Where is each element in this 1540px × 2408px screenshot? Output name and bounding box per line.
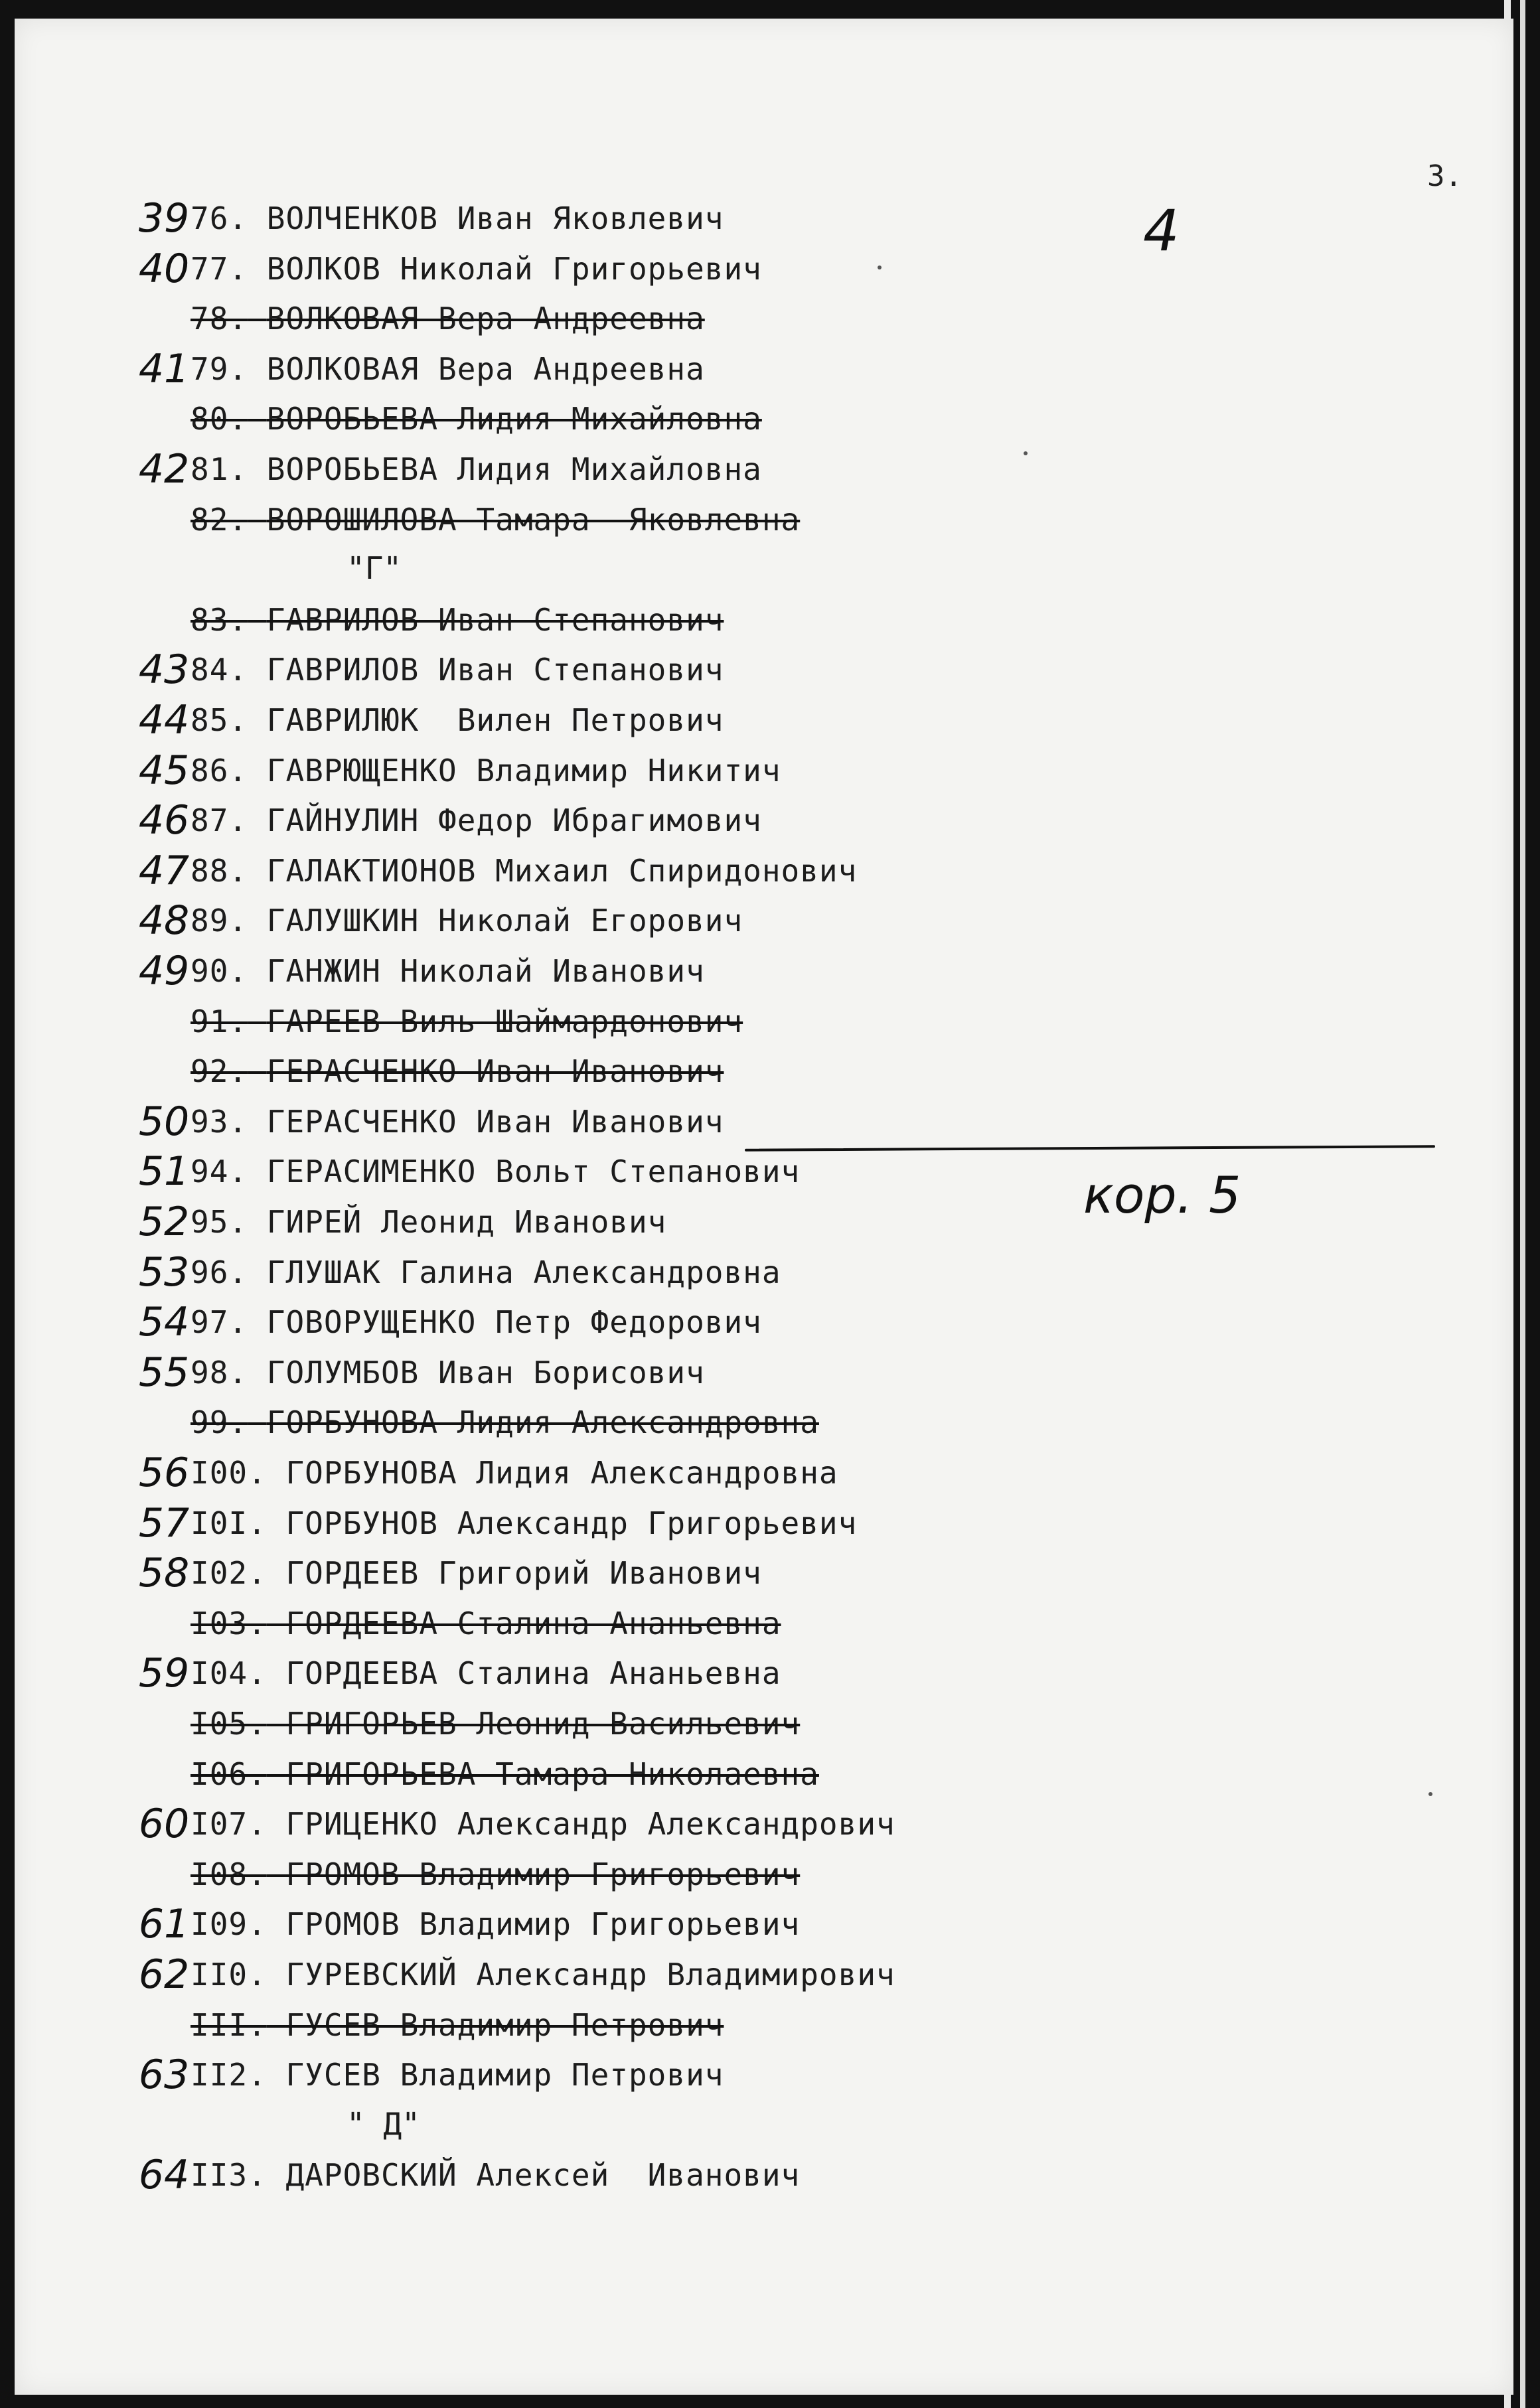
list-entry-row (15, 1651, 1513, 1695)
entry-number: 99. (191, 1404, 248, 1441)
entry-number: 76. (191, 200, 248, 236)
entry-text (191, 297, 705, 340)
entry-name: ВОРОБЬЕВА Лидия Михайловна (266, 451, 762, 487)
list-entry-row (15, 1150, 1513, 1193)
list-entry-row (15, 1351, 1513, 1394)
entry-number: 89. (191, 903, 248, 939)
list-entry-row (15, 196, 1513, 240)
list-entry-row (15, 1300, 1513, 1344)
entry-name: ВОЛКОВАЯ Вера Андреевна (266, 301, 705, 337)
entry-number: II2. (191, 2057, 267, 2093)
handwritten-sequence-number: 39 (138, 195, 190, 242)
handwritten-sequence-number: 62 (138, 1951, 190, 1998)
entry-name: ГАЛУШКИН Николай Егорович (266, 903, 743, 939)
entry-number: 95. (191, 1204, 248, 1240)
entry-text (191, 698, 724, 742)
list-entry-row (15, 2153, 1513, 2197)
entry-text (191, 749, 781, 792)
entry-name: ГОРБУНОВА Лидия Александровна (266, 1404, 819, 1441)
entry-name: ГЕРАСЧЕНКО Иван Иванович (266, 1053, 724, 1090)
handwritten-sequence-number: 45 (138, 747, 190, 794)
struck-entry-row (15, 2003, 1513, 2047)
entry-name: ГОРДЕЕВА Сталина Ананьевна (285, 1655, 781, 1692)
struck-entry-row (15, 1602, 1513, 1645)
struck-entry-row (15, 1752, 1513, 1796)
list-entry-row (15, 347, 1513, 391)
list-entry-row (15, 1200, 1513, 1244)
entry-name: ГЕРАСЧЕНКО Иван Иванович (266, 1103, 724, 1140)
entry-number: 93. (191, 1103, 248, 1140)
entry-name: ГАВРИЛЮК Вилен Петрович (266, 702, 724, 738)
entry-name: ГРОМОВ Владимир Григорьевич (285, 1856, 801, 1892)
entry-number: I05. (191, 1706, 267, 1742)
handwritten-sequence-number: 40 (138, 245, 190, 292)
entry-number: I02. (191, 1555, 267, 1592)
struck-entry-row (15, 297, 1513, 340)
entry-text (191, 1802, 895, 1846)
handwritten-sequence-number: 50 (138, 1098, 190, 1145)
entry-name: ГАРЕЕВ Виль Шаймардонович (266, 1003, 743, 1039)
paper-edge (1520, 0, 1525, 2408)
entry-text (191, 2003, 724, 2047)
entry-name: ДАРОВСКИЙ Алексей Иванович (285, 2157, 801, 2194)
entry-number: I06. (191, 1756, 267, 1792)
entry-name: ГУСЕВ Владимир Петрович (285, 2057, 724, 2093)
list-entry-row (15, 1100, 1513, 1144)
entry-number: 94. (191, 1154, 248, 1190)
entry-name: ГАНЖИН Николай Иванович (266, 953, 705, 989)
entry-number: 87. (191, 802, 248, 839)
entry-text (191, 1400, 819, 1444)
entry-number: 82. (191, 501, 248, 538)
entry-number: 81. (191, 451, 248, 487)
struck-entry-row (15, 1852, 1513, 1896)
entry-name: ГУРЕВСКИЙ Александр Владимирович (285, 1957, 895, 1993)
entry-name: ГОРБУНОВА Лидия Александровна (285, 1455, 838, 1491)
list-entry-row (15, 698, 1513, 742)
entry-text (191, 849, 857, 893)
handwritten-sequence-number: 52 (138, 1199, 190, 1245)
handwritten-sequence-number: 46 (138, 797, 190, 844)
entry-name: ГОЛУМБОВ Иван Борисович (266, 1354, 705, 1391)
entry-text (191, 1752, 819, 1796)
entry-text (191, 347, 705, 391)
handwritten-sequence-number: 48 (138, 897, 190, 944)
entry-number: 86. (191, 752, 248, 789)
entry-name: ГАЙНУЛИН Федор Ибрагимович (266, 802, 762, 839)
handwritten-sequence-number: 42 (138, 446, 190, 492)
handwritten-sequence-number: 64 (138, 2152, 190, 2199)
entry-text (191, 598, 724, 642)
struck-entry-row (15, 598, 1513, 642)
handwritten-note-top: 4 (1143, 198, 1180, 264)
entry-text (191, 247, 762, 291)
entry-number: 83. (191, 601, 248, 638)
list-entry-row (15, 849, 1513, 893)
entry-text (191, 1200, 666, 1244)
entry-number: II0. (191, 1957, 267, 1993)
entry-name: ГРИЦЕНКО Александр Александрович (285, 1806, 895, 1843)
entry-number: I00. (191, 1455, 267, 1491)
entry-number: 77. (191, 250, 248, 287)
entry-number: 80. (191, 401, 248, 437)
entry-text (191, 1953, 895, 1996)
struck-entry-row (15, 397, 1513, 441)
entry-text (191, 1049, 724, 1093)
handwritten-sequence-number: 59 (138, 1650, 190, 1697)
entry-name: ГРОМОВ Владимир Григорьевич (285, 1906, 801, 1943)
entry-name: ГОРБУНОВ Александр Григорьевич (285, 1505, 858, 1541)
entry-text (191, 498, 800, 542)
handwritten-sequence-number: 51 (138, 1148, 190, 1195)
entry-text (191, 1250, 781, 1294)
list-entry-row (15, 1902, 1513, 1946)
document-page (15, 19, 1513, 2395)
list-entry-row (15, 247, 1513, 291)
entry-number: III. (191, 2006, 267, 2043)
entry-number: I08. (191, 1856, 267, 1892)
entry-text (191, 949, 705, 993)
entry-number: 91. (191, 1003, 248, 1039)
entry-name: ГАВРИЛОВ Иван Степанович (266, 601, 724, 638)
entry-text (191, 2153, 800, 2197)
entry-number: 97. (191, 1304, 248, 1341)
section-letter-heading: "Г" (346, 550, 402, 587)
struck-entry-row (15, 1049, 1513, 1093)
list-entry-row (15, 1451, 1513, 1495)
list-entry-row (15, 1802, 1513, 1846)
personnel-list (15, 19, 1513, 2395)
entry-name: ГАЛАКТИОНОВ Михаил Спиридонович (266, 852, 858, 889)
handwritten-box-note: кор. 5 (1083, 1166, 1241, 1225)
entry-name: ГЕРАСИМЕНКО Вольт Степанович (266, 1154, 801, 1190)
handwritten-sequence-number: 63 (138, 2052, 190, 2099)
handwritten-sequence-number: 49 (138, 948, 190, 994)
entry-name: ГАВРЮЩЕНКО Владимир Никитич (266, 752, 781, 789)
handwritten-sequence-number: 57 (138, 1499, 190, 1546)
list-entry-row (15, 798, 1513, 842)
list-entry-row (15, 749, 1513, 792)
entry-number: I0I. (191, 1505, 267, 1541)
section-letter-heading: " Д" (346, 2105, 420, 2142)
entry-text (191, 899, 743, 942)
entry-number: 85. (191, 702, 248, 738)
entry-number: 96. (191, 1254, 248, 1290)
entry-text (191, 1651, 781, 1695)
entry-text (191, 447, 762, 491)
entry-name: ВОЛКОВАЯ Вера Андреевна (266, 350, 705, 387)
handwritten-sequence-number: 61 (138, 1901, 190, 1948)
entry-number: 90. (191, 953, 248, 989)
struck-entry-row (15, 1702, 1513, 1746)
entry-name: ВОЛЧЕНКОВ Иван Яковлевич (266, 200, 724, 236)
entry-text (191, 1300, 762, 1344)
struck-entry-row (15, 1000, 1513, 1043)
entry-name: ГАВРИЛОВ Иван Степанович (266, 652, 724, 688)
list-entry-row (15, 648, 1513, 692)
list-entry-row (15, 1953, 1513, 1996)
handwritten-sequence-number: 44 (138, 697, 190, 743)
list-entry-row (15, 447, 1513, 491)
entry-text (191, 1551, 762, 1595)
entry-number: I09. (191, 1906, 267, 1943)
handwritten-sequence-number: 54 (138, 1299, 190, 1346)
handwritten-sequence-number: 55 (138, 1349, 190, 1396)
struck-entry-row (15, 1400, 1513, 1444)
list-entry-row (15, 1250, 1513, 1294)
list-entry-row (15, 949, 1513, 993)
entry-text (191, 798, 762, 842)
entry-text (191, 1451, 838, 1495)
page-number: 3. (1427, 159, 1462, 193)
entry-text (191, 1000, 743, 1043)
entry-text (191, 1602, 781, 1645)
entry-name: ГУСЕВ Владимир Петрович (285, 2006, 724, 2043)
handwritten-sequence-number: 41 (138, 345, 190, 392)
handwritten-sequence-number: 47 (138, 847, 190, 894)
entry-text (191, 2053, 724, 2097)
entry-name: ВОЛКОВ Николай Григорьевич (266, 250, 762, 287)
entry-name: ГОРДЕЕВ Григорий Иванович (285, 1555, 762, 1592)
entry-name: ГЛУШАК Галина Александровна (266, 1254, 781, 1290)
list-entry-row (15, 1501, 1513, 1545)
entry-text (191, 1902, 800, 1946)
entry-text (191, 196, 724, 240)
entry-name: ГРИГОРЬЕВА Тамара Николаевна (285, 1756, 819, 1792)
entry-number: 98. (191, 1354, 248, 1391)
entry-text (191, 648, 724, 692)
entry-name: ВОРОБЬЕВА Лидия Михайловна (266, 401, 762, 437)
handwritten-sequence-number: 56 (138, 1450, 190, 1496)
handwritten-sequence-number: 43 (138, 646, 190, 694)
entry-number: I04. (191, 1655, 267, 1692)
entry-name: ГРИГОРЬЕВ Леонид Васильевич (285, 1706, 801, 1742)
entry-text (191, 1702, 800, 1746)
entry-text (191, 397, 762, 441)
entry-number: 79. (191, 350, 248, 387)
entry-number: 88. (191, 852, 248, 889)
entry-text (191, 1100, 724, 1144)
entry-text (191, 1150, 800, 1193)
list-entry-row (15, 899, 1513, 942)
entry-name: ГОРДЕЕВА Сталина Ананьевна (285, 1605, 781, 1641)
entry-number: 78. (191, 301, 248, 337)
handwritten-sequence-number: 60 (138, 1801, 190, 1848)
entry-text (191, 1351, 705, 1394)
list-entry-row (15, 2053, 1513, 2097)
entry-name: ГИРЕЙ Леонид Иванович (266, 1204, 667, 1240)
entry-number: II3. (191, 2157, 267, 2194)
entry-text (191, 1852, 800, 1896)
entry-number: 84. (191, 652, 248, 688)
list-entry-row (15, 1551, 1513, 1595)
struck-entry-row (15, 498, 1513, 542)
entry-name: ВОРОШИЛОВА Тамара Яковлевна (266, 501, 801, 538)
handwritten-sequence-number: 58 (138, 1550, 190, 1597)
entry-number: I07. (191, 1806, 267, 1843)
handwritten-sequence-number: 53 (138, 1248, 190, 1296)
entry-number: 92. (191, 1053, 248, 1090)
entry-name: ГОВОРУЩЕНКО Петр Федорович (266, 1304, 762, 1341)
entry-number: I03. (191, 1605, 267, 1641)
entry-text (191, 1501, 857, 1545)
